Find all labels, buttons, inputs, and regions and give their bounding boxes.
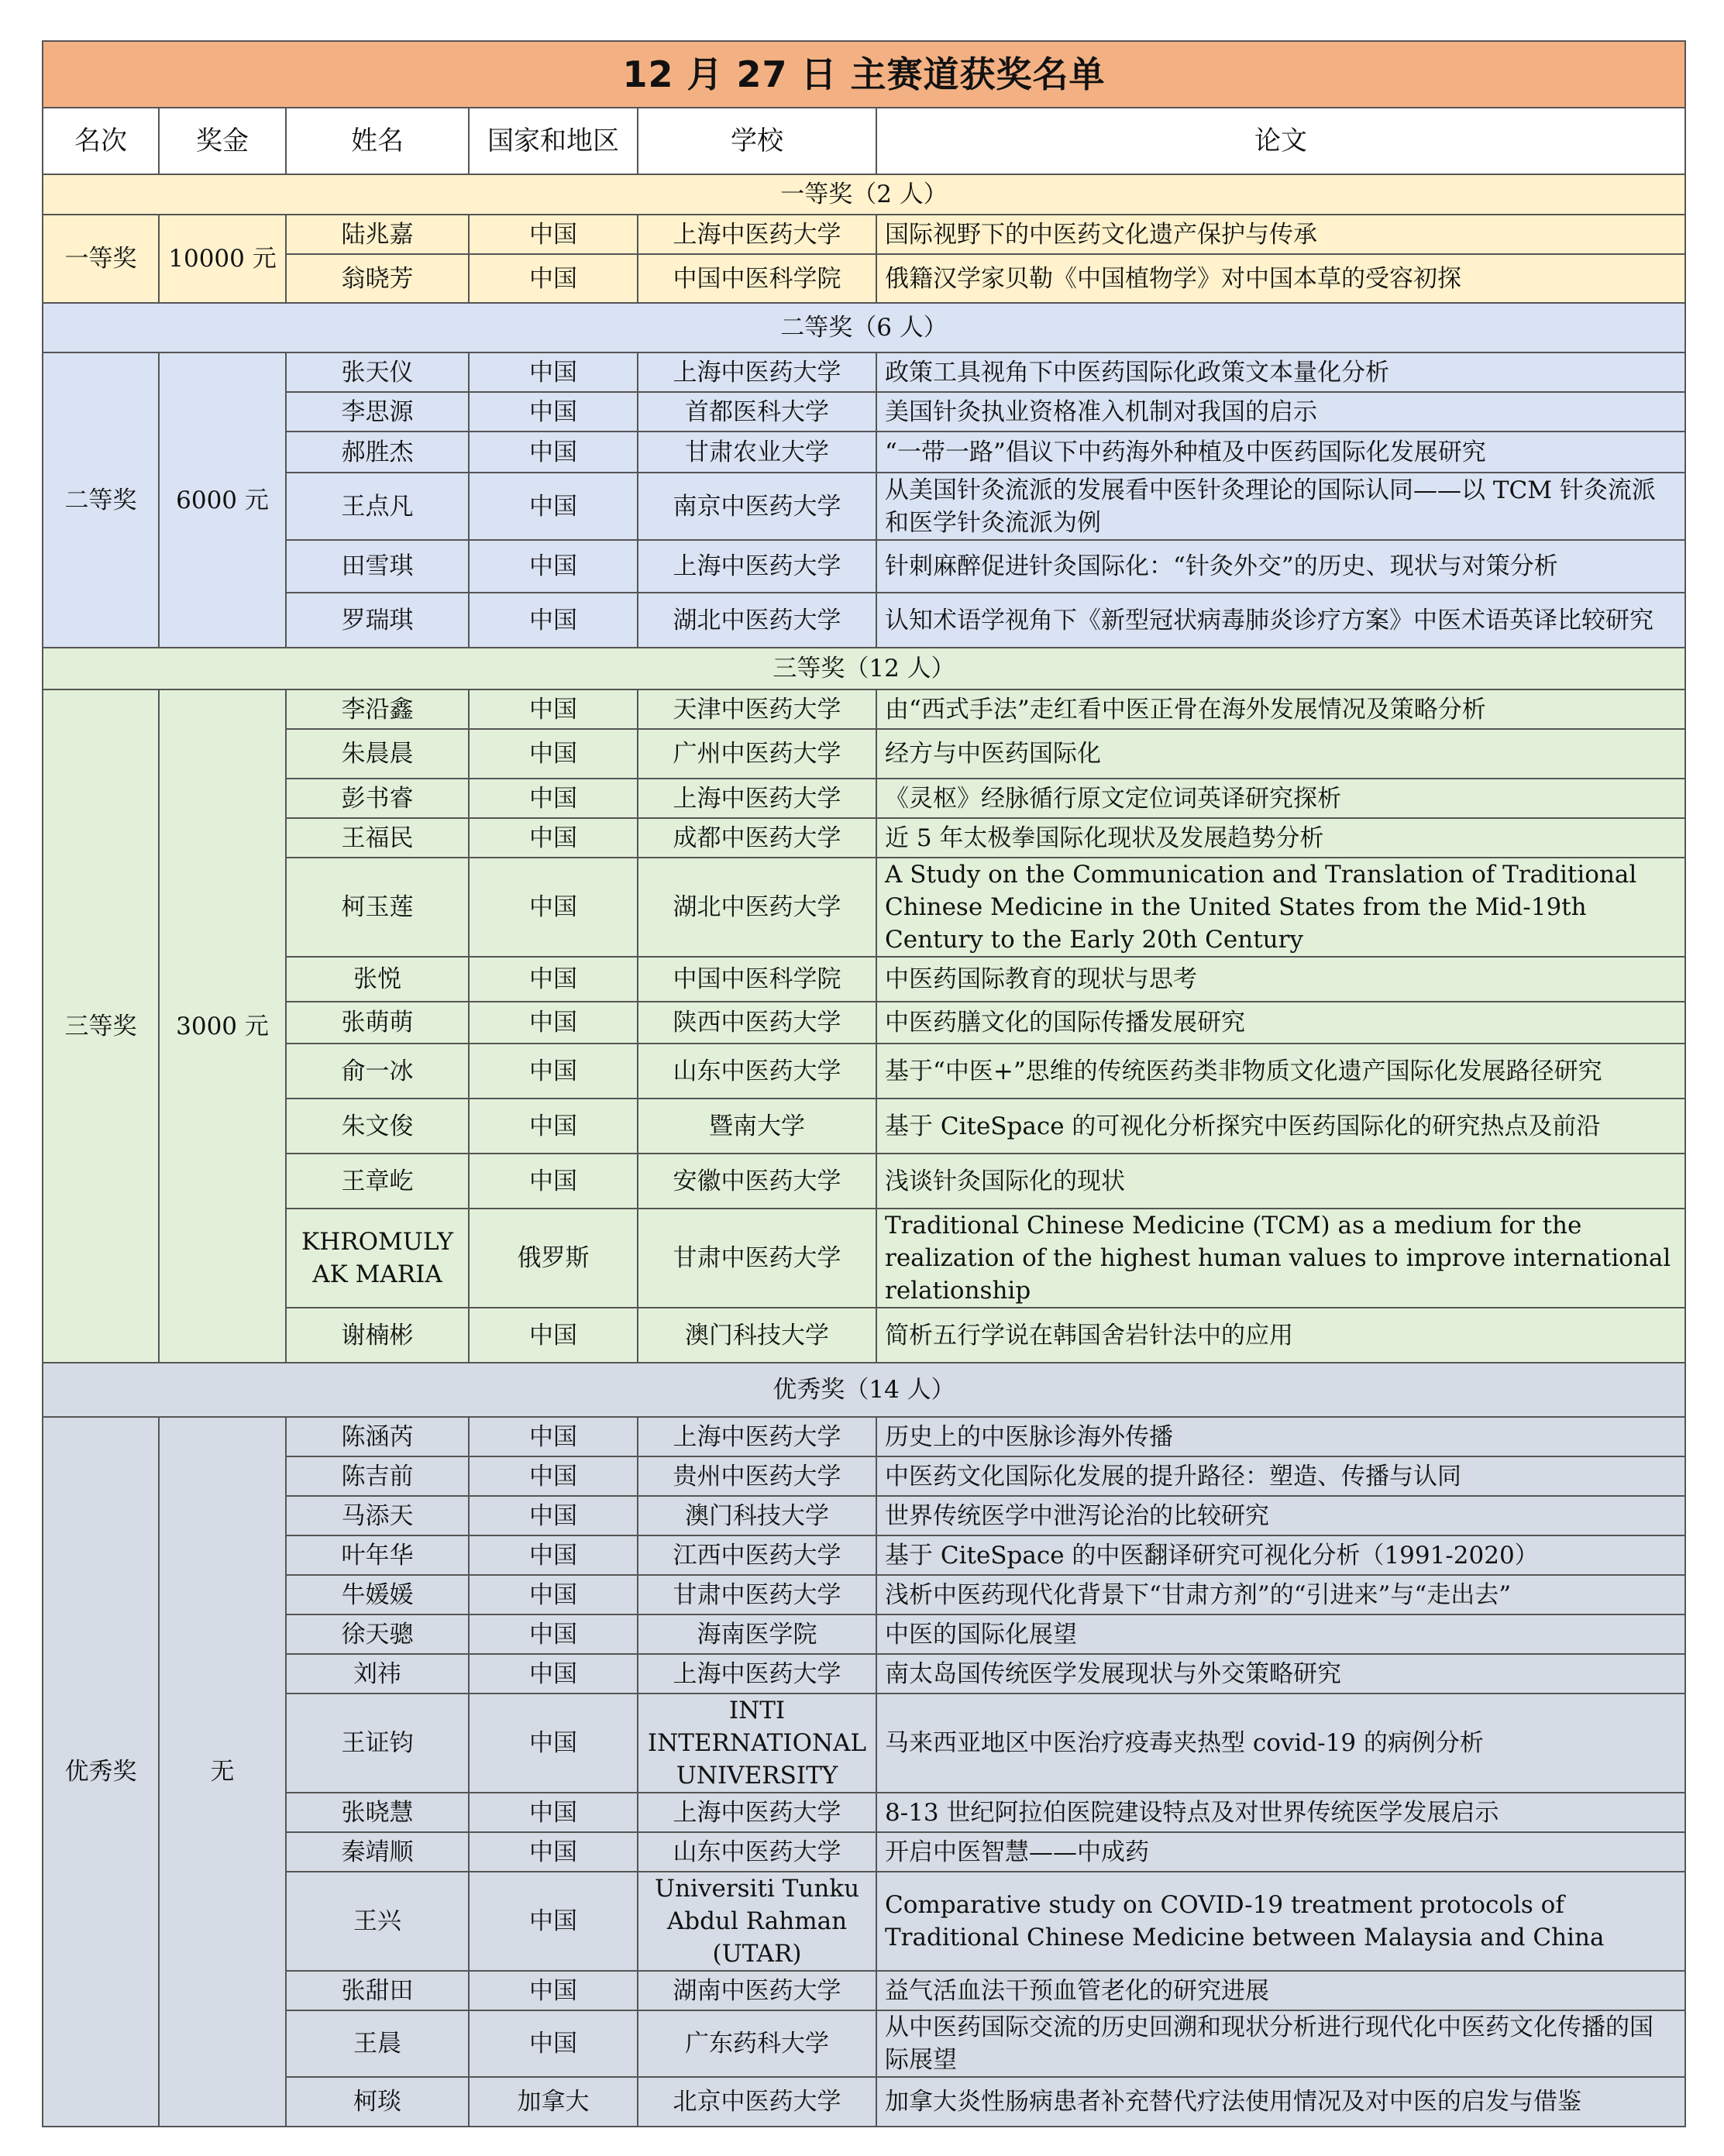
table-row [43, 2010, 1685, 2077]
paper-cell: 加拿大炎性肠病患者补充替代疗法使用情况及对中医的启发与借鉴 [876, 2077, 1685, 2127]
country-cell: 中国 [469, 779, 638, 818]
table-row [43, 1614, 1685, 1654]
country-cell: 中国 [469, 432, 638, 473]
name-cell: 柯玉莲 [286, 858, 469, 957]
country-cell: 中国 [469, 1002, 638, 1044]
school-cell: 广东药科大学 [638, 2010, 876, 2077]
table-row [43, 858, 1685, 957]
header-rank: 名次 [43, 108, 159, 174]
school-cell: 湖南中医药大学 [638, 1971, 876, 2010]
country-cell: 中国 [469, 858, 638, 957]
country-cell: 中国 [469, 689, 638, 729]
name-cell: 王兴 [286, 1872, 469, 1971]
paper-cell: 8-13 世纪阿拉伯医院建设特点及对世界传统医学发展启示 [876, 1793, 1685, 1832]
school-cell: 甘肃中医药大学 [638, 1209, 876, 1308]
country-cell: 中国 [469, 2010, 638, 2077]
paper-cell: 从美国针灸流派的发展看中医针灸理论的国际认同——以 TCM 针灸流派和医学针灸流派为例 [876, 473, 1685, 540]
award-table [42, 40, 1686, 2127]
school-cell: 江西中医药大学 [638, 1535, 876, 1575]
country-cell: 中国 [469, 1614, 638, 1654]
table-row [43, 1793, 1685, 1832]
country-cell: 中国 [469, 1044, 638, 1099]
section-band: 二等奖（6 人） [43, 303, 1685, 352]
name-cell: 叶年华 [286, 1535, 469, 1575]
school-cell: 贵州中医药大学 [638, 1456, 876, 1496]
name-cell: 陈吉前 [286, 1456, 469, 1496]
table-row [43, 1002, 1685, 1044]
header-row [43, 108, 1685, 174]
table-row [43, 1971, 1685, 2010]
table-row [43, 254, 1685, 303]
country-cell: 中国 [469, 1308, 638, 1363]
name-cell: 王晨 [286, 2010, 469, 2077]
country-cell: 中国 [469, 957, 638, 1002]
name-cell: 刘祎 [286, 1654, 469, 1694]
name-cell: 田雪琪 [286, 540, 469, 593]
name-cell: 徐天骢 [286, 1614, 469, 1654]
table-row [43, 957, 1685, 1002]
paper-cell: 中医药文化国际化发展的提升路径：塑造、传播与认同 [876, 1456, 1685, 1496]
paper-cell: 基于 CiteSpace 的中医翻译研究可视化分析（1991-2020） [876, 1535, 1685, 1575]
name-cell: 王点凡 [286, 473, 469, 540]
school-cell: 湖北中医药大学 [638, 858, 876, 957]
country-cell: 中国 [469, 1694, 638, 1793]
paper-cell: 俄籍汉学家贝勒《中国植物学》对中国本草的受容初探 [876, 254, 1685, 303]
section-band-row [43, 174, 1685, 215]
table-row [43, 1575, 1685, 1614]
school-cell: 天津中医药大学 [638, 689, 876, 729]
paper-cell: 国际视野下的中医药文化遗产保护与传承 [876, 215, 1685, 254]
country-cell: 中国 [469, 1456, 638, 1496]
name-cell: 牛媛媛 [286, 1575, 469, 1614]
paper-cell: 近 5 年太极拳国际化现状及发展趋势分析 [876, 818, 1685, 858]
school-cell: 上海中医药大学 [638, 779, 876, 818]
paper-cell: 益气活血法干预血管老化的研究进展 [876, 1971, 1685, 2010]
header-country: 国家和地区 [469, 108, 638, 174]
rank-cell: 二等奖 [43, 352, 159, 648]
award-table-body [43, 174, 1685, 2127]
name-cell: KHROMULY AK MARIA [286, 1209, 469, 1308]
table-row [43, 1154, 1685, 1209]
header-paper: 论文 [876, 108, 1685, 174]
rank-cell: 优秀奖 [43, 1417, 159, 2127]
country-cell: 中国 [469, 1417, 638, 1456]
paper-cell: “一带一路”倡议下中药海外种植及中医药国际化发展研究 [876, 432, 1685, 473]
table-row [43, 1417, 1685, 1456]
country-cell: 中国 [469, 1832, 638, 1872]
school-cell: 山东中医药大学 [638, 1044, 876, 1099]
school-cell: 湖北中医药大学 [638, 593, 876, 648]
section-band-row [43, 303, 1685, 352]
header-school: 学校 [638, 108, 876, 174]
table-row [43, 352, 1685, 392]
country-cell: 俄罗斯 [469, 1209, 638, 1308]
prize-cell: 10000 元 [159, 215, 286, 303]
paper-cell: 历史上的中医脉诊海外传播 [876, 1417, 1685, 1456]
name-cell: 俞一冰 [286, 1044, 469, 1099]
paper-cell: 世界传统医学中泄泻论治的比较研究 [876, 1496, 1685, 1535]
school-cell: Universiti Tunku Abdul Rahman (UTAR) [638, 1872, 876, 1971]
country-cell: 中国 [469, 1872, 638, 1971]
paper-cell: 由“西式手法”走红看中医正骨在海外发展情况及策略分析 [876, 689, 1685, 729]
table-row [43, 392, 1685, 432]
table-row [43, 1209, 1685, 1308]
country-cell: 中国 [469, 473, 638, 540]
paper-cell: 中医药国际教育的现状与思考 [876, 957, 1685, 1002]
table-row [43, 1872, 1685, 1971]
name-cell: 朱晨晨 [286, 729, 469, 779]
page-title: 12 月 27 日 主赛道获奖名单 [43, 41, 1685, 108]
table-row [43, 1535, 1685, 1575]
country-cell: 中国 [469, 1575, 638, 1614]
country-cell: 中国 [469, 1535, 638, 1575]
table-row [43, 1496, 1685, 1535]
name-cell: 张悦 [286, 957, 469, 1002]
table-row [43, 1308, 1685, 1363]
country-cell: 中国 [469, 352, 638, 392]
school-cell: 首都医科大学 [638, 392, 876, 432]
name-cell: 郝胜杰 [286, 432, 469, 473]
table-row [43, 1044, 1685, 1099]
name-cell: 张萌萌 [286, 1002, 469, 1044]
table-row [43, 818, 1685, 858]
school-cell: 澳门科技大学 [638, 1308, 876, 1363]
paper-cell: Traditional Chinese Medicine (TCM) as a medium for the realization of the highest human values to improve international relationship [876, 1209, 1685, 1308]
name-cell: 李思源 [286, 392, 469, 432]
paper-cell: 针刺麻醉促进针灸国际化：“针灸外交”的历史、现状与对策分析 [876, 540, 1685, 593]
school-cell: 中国中医科学院 [638, 254, 876, 303]
paper-cell: 中医药膳文化的国际传播发展研究 [876, 1002, 1685, 1044]
school-cell: 海南医学院 [638, 1614, 876, 1654]
paper-cell: A Study on the Communication and Translation of Traditional Chinese Medicine in the United States from the Mid-19th Century to the Early 20th Century [876, 858, 1685, 957]
paper-cell: 认知术语学视角下《新型冠状病毒肺炎诊疗方案》中医术语英译比较研究 [876, 593, 1685, 648]
table-row [43, 1694, 1685, 1793]
table-row [43, 215, 1685, 254]
name-cell: 朱文俊 [286, 1099, 469, 1154]
paper-cell: 基于 CiteSpace 的可视化分析探究中医药国际化的研究热点及前沿 [876, 1099, 1685, 1154]
paper-cell: 基于“中医+”思维的传统医药类非物质文化遗产国际化发展路径研究 [876, 1044, 1685, 1099]
school-cell: 安徽中医药大学 [638, 1154, 876, 1209]
paper-cell: 从中医药国际交流的历史回溯和现状分析进行现代化中医药文化传播的国际展望 [876, 2010, 1685, 2077]
school-cell: 山东中医药大学 [638, 1832, 876, 1872]
header-prize: 奖金 [159, 108, 286, 174]
paper-cell: 中医的国际化展望 [876, 1614, 1685, 1654]
table-row [43, 2077, 1685, 2127]
school-cell: 澳门科技大学 [638, 1496, 876, 1535]
name-cell: 张天仪 [286, 352, 469, 392]
name-cell: 陆兆嘉 [286, 215, 469, 254]
paper-cell: Comparative study on COVID-19 treatment protocols of Traditional Chinese Medicine between Malaysia and China [876, 1872, 1685, 1971]
name-cell: 王章屹 [286, 1154, 469, 1209]
section-band: 一等奖（2 人） [43, 174, 1685, 215]
name-cell: 秦靖顺 [286, 1832, 469, 1872]
country-cell: 中国 [469, 215, 638, 254]
prize-cell: 6000 元 [159, 352, 286, 648]
country-cell: 中国 [469, 1971, 638, 2010]
table-row [43, 779, 1685, 818]
paper-cell: 开启中医智慧——中成药 [876, 1832, 1685, 1872]
paper-cell: 政策工具视角下中医药国际化政策文本量化分析 [876, 352, 1685, 392]
country-cell: 中国 [469, 818, 638, 858]
prize-cell: 3000 元 [159, 689, 286, 1363]
table-row [43, 1832, 1685, 1872]
paper-cell: 经方与中医药国际化 [876, 729, 1685, 779]
school-cell: 上海中医药大学 [638, 1793, 876, 1832]
country-cell: 加拿大 [469, 2077, 638, 2127]
school-cell: 甘肃中医药大学 [638, 1575, 876, 1614]
table-row [43, 1099, 1685, 1154]
table-row [43, 1654, 1685, 1694]
name-cell: 陈涵芮 [286, 1417, 469, 1456]
table-row [43, 432, 1685, 473]
name-cell: 柯琰 [286, 2077, 469, 2127]
name-cell: 谢楠彬 [286, 1308, 469, 1363]
school-cell: 南京中医药大学 [638, 473, 876, 540]
school-cell: 上海中医药大学 [638, 1417, 876, 1456]
name-cell: 翁晓芳 [286, 254, 469, 303]
name-cell: 马添天 [286, 1496, 469, 1535]
school-cell: 暨南大学 [638, 1099, 876, 1154]
country-cell: 中国 [469, 254, 638, 303]
school-cell: 广州中医药大学 [638, 729, 876, 779]
table-row [43, 540, 1685, 593]
rank-cell: 一等奖 [43, 215, 159, 303]
country-cell: 中国 [469, 1654, 638, 1694]
country-cell: 中国 [469, 1099, 638, 1154]
paper-cell: 简析五行学说在韩国舍岩针法中的应用 [876, 1308, 1685, 1363]
paper-cell: 南太岛国传统医学发展现状与外交策略研究 [876, 1654, 1685, 1694]
name-cell: 张晓慧 [286, 1793, 469, 1832]
paper-cell: 美国针灸执业资格准入机制对我国的启示 [876, 392, 1685, 432]
section-band-row [43, 648, 1685, 689]
rank-cell: 三等奖 [43, 689, 159, 1363]
school-cell: 上海中医药大学 [638, 352, 876, 392]
name-cell: 罗瑞琪 [286, 593, 469, 648]
school-cell: 成都中医药大学 [638, 818, 876, 858]
name-cell: 王证钧 [286, 1694, 469, 1793]
country-cell: 中国 [469, 1496, 638, 1535]
school-cell: 中国中医科学院 [638, 957, 876, 1002]
paper-cell: 《灵枢》经脉循行原文定位词英译研究探析 [876, 779, 1685, 818]
school-cell: 甘肃农业大学 [638, 432, 876, 473]
table-row [43, 473, 1685, 540]
school-cell: 上海中医药大学 [638, 540, 876, 593]
school-cell: 北京中医药大学 [638, 2077, 876, 2127]
section-band: 优秀奖（14 人） [43, 1363, 1685, 1417]
table-row [43, 1456, 1685, 1496]
school-cell: 陕西中医药大学 [638, 1002, 876, 1044]
section-band: 三等奖（12 人） [43, 648, 1685, 689]
table-row [43, 729, 1685, 779]
country-cell: 中国 [469, 593, 638, 648]
table-row [43, 689, 1685, 729]
paper-cell: 浅谈针灸国际化的现状 [876, 1154, 1685, 1209]
table-row [43, 593, 1685, 648]
school-cell: 上海中医药大学 [638, 215, 876, 254]
header-name: 姓名 [286, 108, 469, 174]
country-cell: 中国 [469, 1154, 638, 1209]
prize-cell: 无 [159, 1417, 286, 2127]
country-cell: 中国 [469, 1793, 638, 1832]
school-cell: INTI INTERNATIONAL UNIVERSITY [638, 1694, 876, 1793]
country-cell: 中国 [469, 729, 638, 779]
country-cell: 中国 [469, 540, 638, 593]
country-cell: 中国 [469, 392, 638, 432]
section-band-row [43, 1363, 1685, 1417]
paper-cell: 马来西亚地区中医治疗疫毒夹热型 covid-19 的病例分析 [876, 1694, 1685, 1793]
name-cell: 张甜田 [286, 1971, 469, 2010]
paper-cell: 浅析中医药现代化背景下“甘肃方剂”的“引进来”与“走出去” [876, 1575, 1685, 1614]
school-cell: 上海中医药大学 [638, 1654, 876, 1694]
name-cell: 王福民 [286, 818, 469, 858]
name-cell: 李沿鑫 [286, 689, 469, 729]
name-cell: 彭书睿 [286, 779, 469, 818]
